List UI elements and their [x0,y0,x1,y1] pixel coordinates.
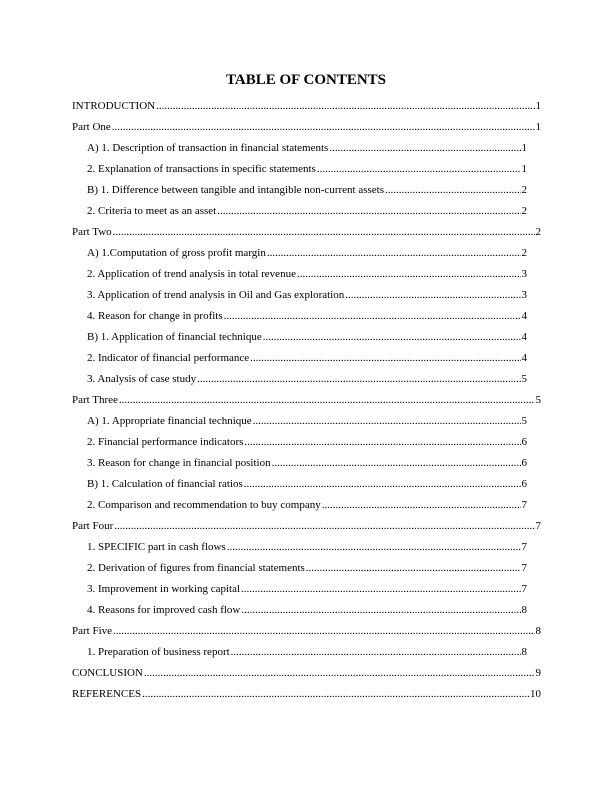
toc-title: TABLE OF CONTENTS [225,72,387,88]
toc-entry-text: 3. Reason for change in financial position [87,457,271,469]
dot-leader [345,288,520,302]
toc-entry-page: 2 [535,226,541,238]
toc-entry[interactable] [72,120,541,134]
toc-entry-page: 4 [521,352,527,364]
toc-entry-text: A) 1. Description of transaction in financial statements [87,142,329,154]
dot-leader [241,582,520,596]
toc-entry-page: 7 [521,562,527,574]
toc-entry-page: 2 [521,205,527,217]
toc-entry-page: 8 [521,646,527,658]
toc-entry[interactable] [87,204,527,218]
toc-entry-text: B) 1. Calculation of financial ratios [87,478,243,490]
dot-leader [263,330,521,344]
toc-entry-text: 2. Comparison and recommendation to buy company [87,499,321,511]
dot-leader [306,561,521,575]
dot-leader [231,645,521,659]
dot-leader [113,624,534,638]
toc-entry-text: 1. Preparation of business report [87,646,230,658]
toc-entry-text: Part Three [72,394,118,406]
toc-entry-text: A) 1.Computation of gross profit margin [87,247,266,259]
dot-leader [114,519,534,533]
toc-entry[interactable] [87,540,527,554]
dot-leader [241,603,520,617]
toc-entry-page: 3 [521,289,527,301]
toc-entry-text: 2. Explanation of transactions in specific statements [87,163,316,175]
toc-entry-text: 2. Financial performance indicators [87,436,244,448]
toc-entry-text: 2. Criteria to meet as an asset [87,205,217,217]
toc-entry-page: 2 [521,247,527,259]
toc-entry-text: B) 1. Difference between tangible and intangible non-current assets [87,184,384,196]
toc-entry[interactable] [87,372,527,386]
toc-entry[interactable] [87,414,527,428]
toc-entry-page: 1 [535,100,541,112]
toc-entry-text: 3. Analysis of case study [87,373,197,385]
toc-entry[interactable] [72,624,541,638]
toc-entry-page: 6 [521,457,527,469]
toc-entry[interactable] [87,330,527,344]
toc-entry-text: 2. Indicator of financial performance [87,352,250,364]
dot-leader [272,456,521,470]
toc-entry-page: 5 [535,394,541,406]
toc-entry[interactable] [87,456,527,470]
dot-leader [142,687,529,701]
toc-entry-page: 5 [521,373,527,385]
toc-entry[interactable] [72,393,541,407]
toc-entry-text: A) 1. Appropriate financial technique [87,415,252,427]
toc-entry[interactable] [87,435,527,449]
dot-leader [144,666,535,680]
toc-entry-page: 9 [535,667,541,679]
toc-entry[interactable] [87,162,527,176]
toc-entry-page: 4 [521,331,527,343]
toc-entry-text: 3. Improvement in working capital [87,583,241,595]
dot-leader [113,225,535,239]
toc-entry-text: 1. SPECIFIC part in cash flows [87,541,226,553]
dot-leader [197,372,520,386]
toc-entry-page: 2 [521,184,527,196]
toc-entry-text: 3. Application of trend analysis in Oil and Gas exploration [87,289,345,301]
toc-entry[interactable] [87,183,527,197]
toc-entry[interactable] [87,477,527,491]
toc-entry[interactable] [87,141,527,155]
toc-entry-page: 4 [521,310,527,322]
dot-leader [217,204,520,218]
toc-entry-page: 5 [521,415,527,427]
toc-entry-text: CONCLUSION [72,667,143,679]
toc-entry-page: 1 [521,142,527,154]
toc-entry-text: INTRODUCTION [72,100,156,112]
dot-leader [322,498,521,512]
dot-leader [317,162,521,176]
toc-entry[interactable] [87,603,527,617]
toc-entry-text: B) 1. Application of financial technique [87,331,262,343]
toc-entry[interactable] [72,687,541,701]
toc-entry-page: 6 [521,436,527,448]
toc-entry[interactable] [87,351,527,365]
dot-leader [244,435,520,449]
dot-leader [385,183,521,197]
toc-entry-text: REFERENCES [72,688,142,700]
toc-entry[interactable] [87,288,527,302]
dot-leader [244,477,521,491]
toc-entry-text: 4. Reason for change in profits [87,310,223,322]
dot-leader [112,120,535,134]
toc-entry-text: 4. Reasons for improved cash flow [87,604,241,616]
toc-entry[interactable] [87,246,527,260]
dot-leader [329,141,520,155]
toc-entry[interactable] [87,561,527,575]
toc-entry-page: 8 [535,625,541,637]
toc-entry-page: 10 [530,688,541,700]
dot-leader [156,99,534,113]
toc-entry[interactable] [87,582,527,596]
toc-entry[interactable] [72,666,541,680]
toc-entry[interactable] [87,309,527,323]
dot-leader [297,267,521,281]
toc-entry[interactable] [72,519,541,533]
toc-entry-text: 2. Application of trend analysis in total revenue [87,268,296,280]
toc-entry-page: 6 [521,478,527,490]
toc-entry-page: 1 [521,163,527,175]
toc-entry[interactable] [72,225,541,239]
toc-entry-text: Part Four [72,520,114,532]
toc-entry-page: 7 [535,520,541,532]
toc-entry-text: Part Five [72,625,113,637]
toc-entry[interactable] [72,99,541,113]
toc-entry-text: Part One [72,121,111,133]
dot-leader [224,309,521,323]
toc-entry[interactable] [87,267,527,281]
dot-leader [267,246,521,260]
dot-leader [227,540,521,554]
dot-leader [250,351,520,365]
toc-entry[interactable] [87,645,527,659]
dot-leader [119,393,535,407]
toc-entry[interactable] [87,498,527,512]
toc-entry-text: Part Two [72,226,112,238]
toc-entry-page: 8 [521,604,527,616]
toc-entry-page: 1 [535,121,541,133]
dot-leader [253,414,521,428]
toc-entry-page: 7 [521,583,527,595]
toc-entry-text: 2. Derivation of figures from financial statements [87,562,305,574]
toc-entry-page: 3 [521,268,527,280]
toc-entry-page: 7 [521,499,527,511]
toc-entry-page: 7 [521,541,527,553]
